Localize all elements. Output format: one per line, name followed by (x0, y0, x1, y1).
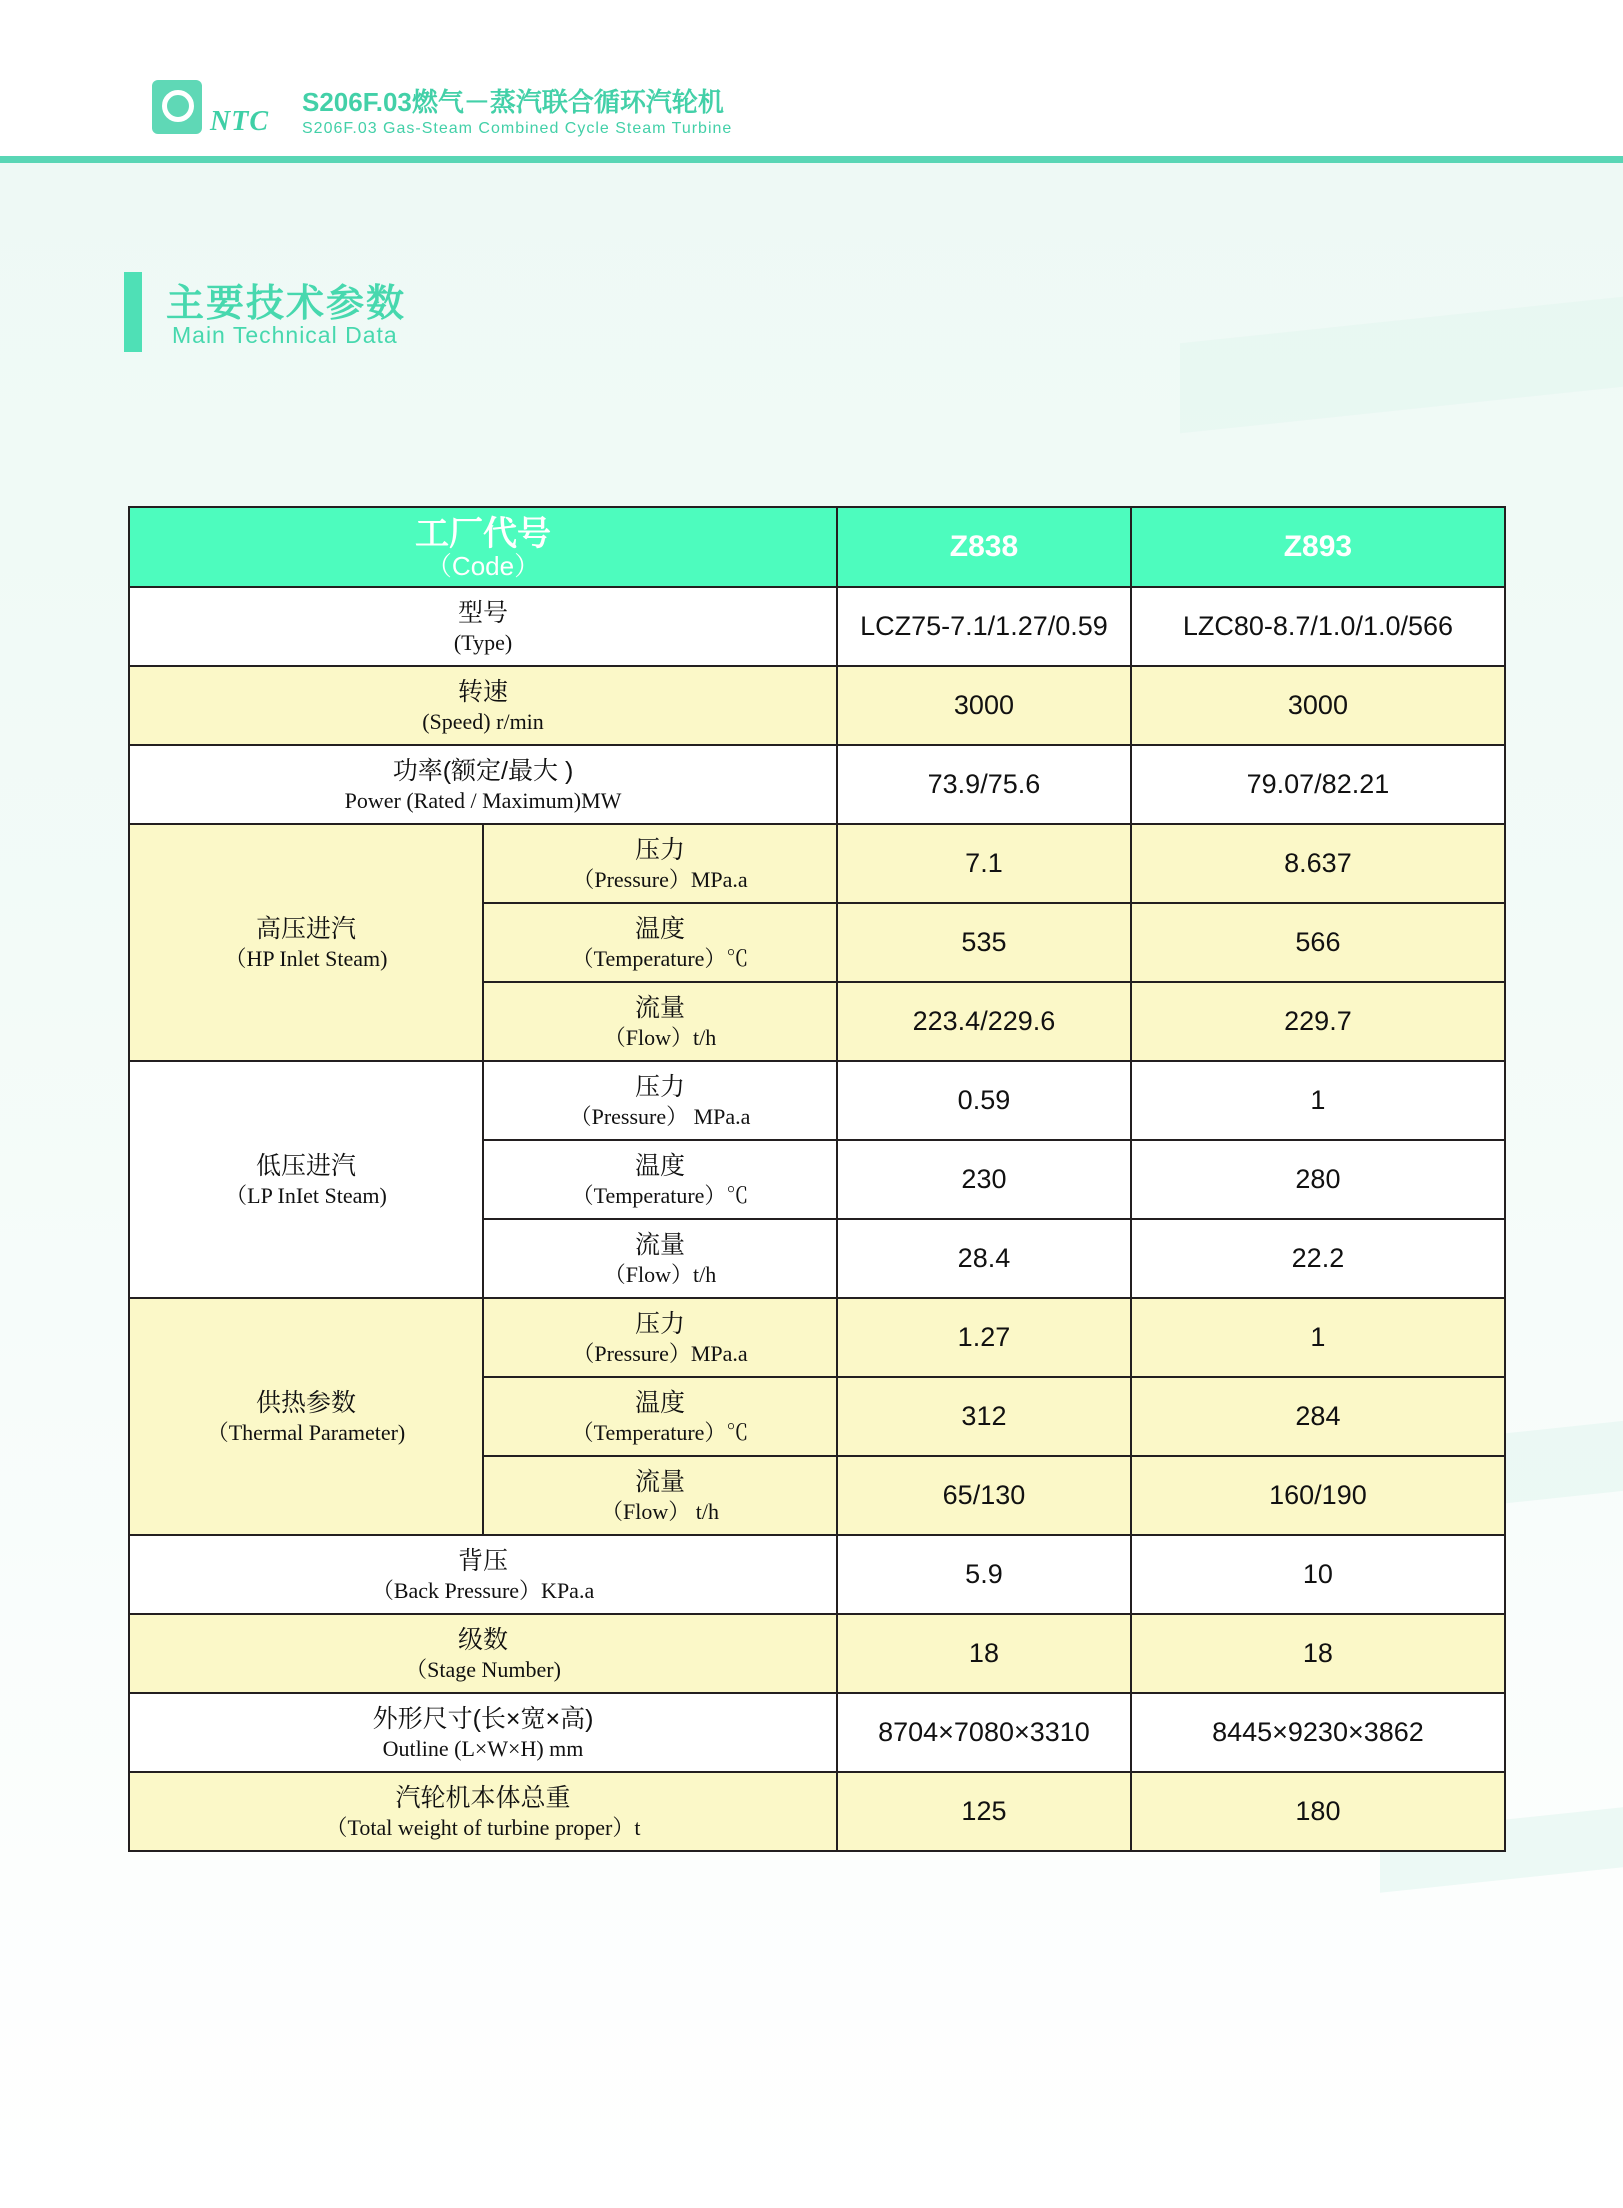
row-value-z838 (837, 824, 1131, 903)
row-value-z838 (837, 587, 1131, 666)
sub-label-cn: 流量 (635, 1230, 686, 1259)
table-row (129, 666, 1505, 745)
cell-value: 1.27 (957, 1322, 1011, 1352)
cell-value: 18 (968, 1638, 999, 1668)
cell-value: 180 (1295, 1796, 1341, 1826)
cell-value: 8.637 (1284, 848, 1352, 878)
cell-value: 284 (1295, 1401, 1341, 1431)
cell-value: 566 (1295, 927, 1341, 957)
row-label (129, 1693, 837, 1772)
group-label-cn: 供热参数 (256, 1388, 357, 1417)
row-value-z893 (1131, 824, 1505, 903)
sub-label-en: （Flow）t/h (603, 1024, 717, 1050)
sub-label-en: （Temperature）℃ (571, 945, 749, 971)
row-label-en: （Total weight of turbine proper）t (325, 1814, 641, 1840)
sub-label-en: （Pressure） MPa.a (569, 1103, 751, 1129)
row-label-en: (Speed) r/min (422, 708, 544, 734)
row-label-cn: 汽轮机本体总重 (395, 1783, 571, 1812)
cell-value: 79.07/82.21 (1246, 769, 1390, 799)
sub-label-en: （Temperature）℃ (571, 1419, 749, 1445)
sub-label-cn: 温度 (635, 1151, 686, 1180)
section-title-en: Main Technical Data (172, 322, 398, 348)
header-code-en: （Code） (425, 551, 541, 581)
sub-label-cn: 流量 (635, 1467, 686, 1496)
row-value-z838 (837, 1535, 1131, 1614)
cell-value: 280 (1295, 1164, 1341, 1194)
group-label-lp (129, 1061, 483, 1298)
header-title-cn: S206F.03燃气－蒸汽联合循环汽轮机 (302, 87, 724, 117)
cell-value: 8445×9230×3862 (1212, 1717, 1424, 1747)
row-value-z893 (1131, 745, 1505, 824)
header-col-z893-text: Z893 (1283, 530, 1353, 563)
row-label-cn: 型号 (458, 598, 509, 627)
cell-value: 229.7 (1284, 1006, 1352, 1036)
sub-label-en: （Pressure）MPa.a (572, 1340, 748, 1366)
table-row (129, 1535, 1505, 1614)
row-value-z893 (1131, 1456, 1505, 1535)
row-label (129, 587, 837, 666)
group-label-en: （LP InIet Steam) (225, 1182, 387, 1208)
header-code-label (129, 507, 837, 587)
technical-data-table (128, 506, 1506, 1852)
row-label (129, 1614, 837, 1693)
section-accent-bar (124, 272, 142, 352)
row-value-z893 (1131, 1140, 1505, 1219)
sub-label-cn: 流量 (635, 993, 686, 1022)
table-row (129, 1772, 1505, 1851)
cell-value: 7.1 (965, 848, 1003, 878)
group-label-thermal (129, 1298, 483, 1535)
table-row (129, 1614, 1505, 1693)
group-label-en: （Thermal Parameter) (206, 1419, 406, 1445)
row-label-cn: 转速 (458, 677, 509, 706)
sub-label (483, 824, 837, 903)
cell-value: 1 (1310, 1322, 1326, 1352)
table-row (129, 587, 1505, 666)
cell-value: 18 (1302, 1638, 1333, 1668)
sub-label-cn: 压力 (635, 1072, 686, 1101)
table-row (129, 1693, 1505, 1772)
row-value-z838 (837, 1219, 1131, 1298)
row-value-z838 (837, 1693, 1131, 1772)
row-label-cn: 级数 (458, 1625, 509, 1654)
sub-label (483, 982, 837, 1061)
group-label-en: （HP Inlet Steam) (224, 945, 388, 971)
sub-label (483, 1061, 837, 1140)
sub-label (483, 1377, 837, 1456)
cell-value: 1 (1310, 1085, 1326, 1115)
row-label (129, 1535, 837, 1614)
cell-value: 535 (961, 927, 1007, 957)
table-row (129, 1061, 1505, 1140)
cell-value: 28.4 (957, 1243, 1011, 1273)
logo-q-icon (162, 90, 194, 122)
row-value-z838 (837, 1377, 1131, 1456)
page-header (150, 78, 1600, 138)
row-label-en: (Type) (453, 629, 513, 655)
header-code-cn: 工厂代号 (415, 515, 552, 553)
sub-label (483, 1140, 837, 1219)
cell-value: 3000 (953, 690, 1014, 720)
header-divider (0, 156, 1623, 163)
row-value-z893 (1131, 982, 1505, 1061)
cell-value: 0.59 (957, 1085, 1011, 1115)
header-col-z838 (837, 507, 1131, 587)
row-value-z893 (1131, 1535, 1505, 1614)
row-label-en: （Stage Number) (405, 1656, 561, 1682)
row-value-z838 (837, 903, 1131, 982)
sub-label-cn: 温度 (635, 914, 686, 943)
row-value-z893 (1131, 1377, 1505, 1456)
row-label-cn: 功率(额定/最大 ) (392, 756, 574, 785)
cell-value: 5.9 (965, 1559, 1003, 1589)
logo-text: NTC (210, 106, 269, 137)
row-value-z838 (837, 1061, 1131, 1140)
cell-value: 73.9/75.6 (927, 769, 1041, 799)
section-title-cn: 主要技术参数 (166, 283, 407, 325)
cell-value: 8704×7080×3310 (878, 1717, 1090, 1747)
sub-label-en: （Flow）t/h (603, 1261, 717, 1287)
cell-value: 125 (961, 1796, 1007, 1826)
logo-mark (152, 80, 202, 134)
row-value-z838 (837, 1456, 1131, 1535)
row-value-z893 (1131, 587, 1505, 666)
group-label-cn: 高压进汽 (256, 914, 357, 943)
row-value-z893 (1131, 666, 1505, 745)
cell-value: 3000 (1287, 690, 1348, 720)
cell-value: 65/130 (942, 1480, 1026, 1510)
row-value-z838 (837, 982, 1131, 1061)
row-value-z893 (1131, 1219, 1505, 1298)
group-label-hp (129, 824, 483, 1061)
row-value-z893 (1131, 1772, 1505, 1851)
cell-value: 22.2 (1291, 1243, 1345, 1273)
row-value-z893 (1131, 1614, 1505, 1693)
row-label-en: Power (Rated / Maximum)MW (344, 787, 622, 813)
row-value-z893 (1131, 903, 1505, 982)
cell-value: LCZ75-7.1/1.27/0.59 (860, 611, 1108, 641)
cell-value: 223.4/229.6 (912, 1006, 1056, 1036)
sub-label (483, 1219, 837, 1298)
row-value-z893 (1131, 1298, 1505, 1377)
table-row (129, 1298, 1505, 1377)
sub-label-en: （Temperature）℃ (571, 1182, 749, 1208)
row-value-z838 (837, 1772, 1131, 1851)
table-row (129, 824, 1505, 903)
row-value-z893 (1131, 1693, 1505, 1772)
row-label (129, 1772, 837, 1851)
row-value-z893 (1131, 1061, 1505, 1140)
row-label (129, 666, 837, 745)
sub-label-cn: 温度 (635, 1388, 686, 1417)
table-row (129, 745, 1505, 824)
row-value-z838 (837, 1298, 1131, 1377)
row-label-en: Outline (L×W×H) mm (382, 1735, 584, 1761)
cell-value: LZC80-8.7/1.0/1.0/566 (1182, 611, 1454, 641)
cell-value: 10 (1302, 1559, 1333, 1589)
sub-label-cn: 压力 (635, 835, 686, 864)
sub-label (483, 1298, 837, 1377)
sub-label-en: （Flow） t/h (601, 1498, 719, 1524)
header-col-z893 (1131, 507, 1505, 587)
sub-label (483, 903, 837, 982)
header-col-z838-text: Z838 (949, 530, 1019, 563)
header-title-en: S206F.03 Gas-Steam Combined Cycle Steam Turbine (302, 120, 733, 137)
sub-label-cn: 压力 (635, 1309, 686, 1338)
row-label-cn: 背压 (458, 1546, 509, 1575)
row-label-en: （Back Pressure）KPa.a (371, 1577, 595, 1603)
sub-label (483, 1456, 837, 1535)
row-label (129, 745, 837, 824)
row-value-z838 (837, 666, 1131, 745)
sub-label-en: （Pressure）MPa.a (572, 866, 748, 892)
row-value-z838 (837, 745, 1131, 824)
row-label-cn: 外形尺寸(长×宽×高) (372, 1704, 594, 1733)
table-header-row (129, 507, 1505, 587)
row-value-z838 (837, 1614, 1131, 1693)
cell-value: 312 (961, 1401, 1007, 1431)
ntc-logo (150, 78, 270, 138)
cell-value: 230 (961, 1164, 1007, 1194)
row-value-z838 (837, 1140, 1131, 1219)
group-label-cn: 低压进汽 (256, 1151, 357, 1180)
cell-value: 160/190 (1269, 1480, 1367, 1510)
